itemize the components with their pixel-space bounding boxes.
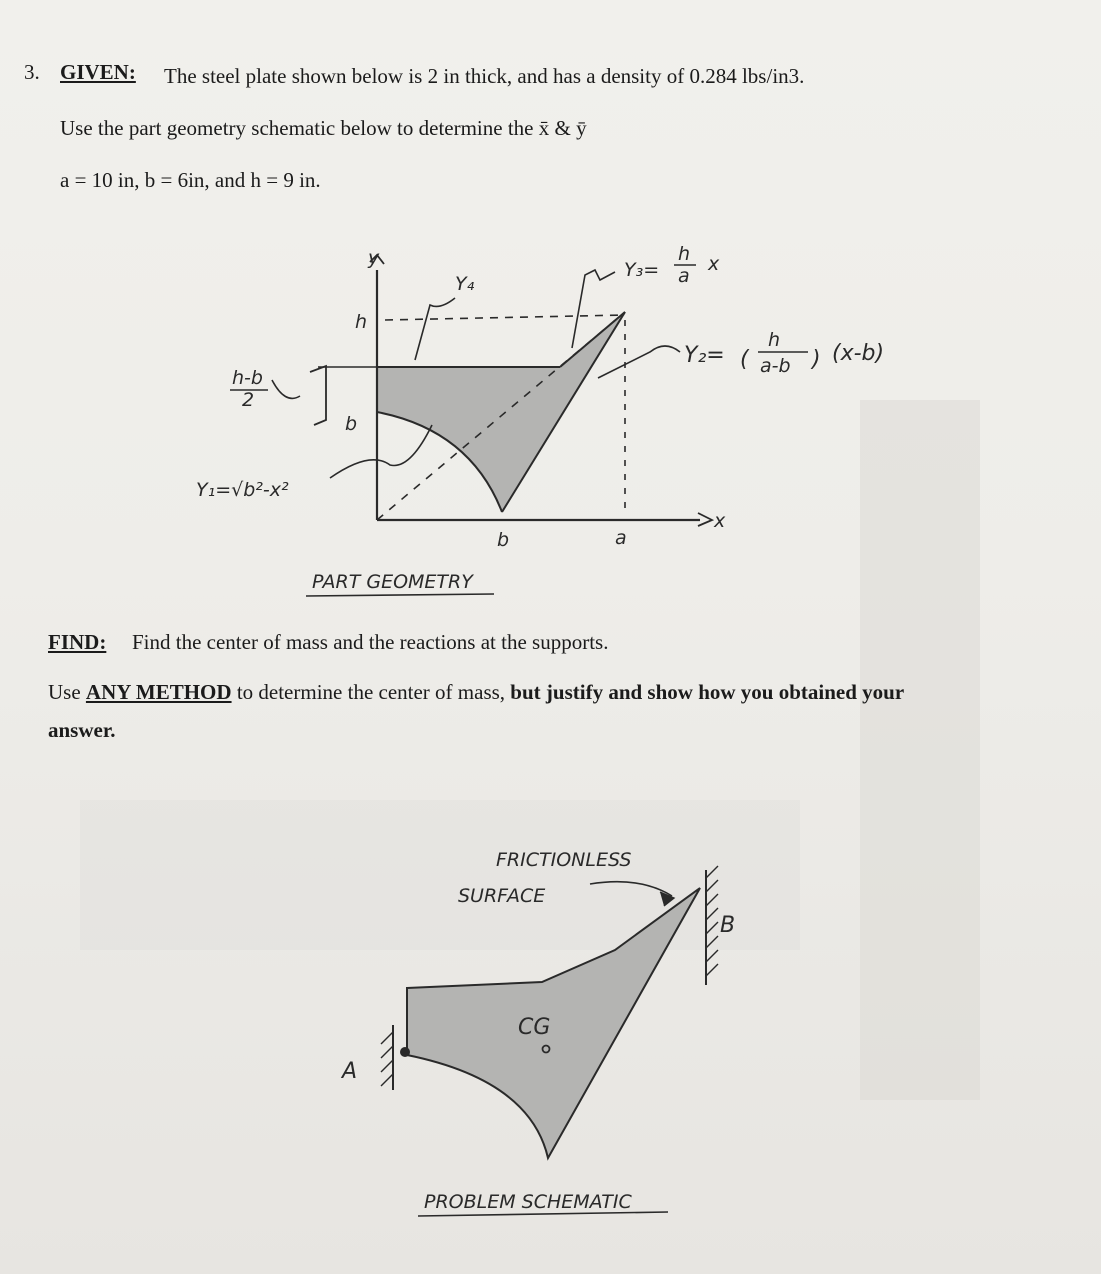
wall-a-hatching bbox=[381, 1032, 393, 1086]
surface-arrowhead bbox=[660, 892, 674, 906]
y2-pre: Y₂= bbox=[684, 343, 725, 368]
find-label: FIND: bbox=[48, 630, 107, 654]
find-text: Find the center of mass and the reactions at the supports. bbox=[132, 630, 609, 654]
b-axis-label: b bbox=[345, 413, 358, 435]
given-text: The steel plate shown below is 2 in thick, and has a density of 0.284 lbs/in3. bbox=[164, 64, 805, 88]
y2-frac-den: a-b bbox=[760, 355, 791, 377]
surface-label: SURFACE bbox=[458, 885, 546, 907]
support-b-label: B bbox=[720, 913, 736, 938]
cg-label: CG bbox=[518, 1015, 551, 1040]
method-bold: but justify and show how you obtained your bbox=[510, 680, 905, 704]
surface-arrow bbox=[590, 882, 672, 896]
y3-post: x bbox=[708, 253, 720, 275]
schematic-plate bbox=[407, 888, 700, 1158]
y1-equation: Y₁=√b²-x² bbox=[196, 479, 289, 501]
hb2-denominator: 2 bbox=[242, 389, 255, 411]
y-axis-label: y bbox=[368, 247, 380, 269]
h-label: h bbox=[355, 311, 368, 333]
support-a-label: A bbox=[342, 1059, 358, 1084]
method-end: answer. bbox=[48, 718, 116, 742]
a-label: a bbox=[615, 527, 627, 549]
parameters-text: a = 10 in, b = 6in, and h = 9 in. bbox=[60, 168, 321, 192]
wall-b-hatching bbox=[706, 866, 718, 976]
part-geometry-caption: PART GEOMETRY bbox=[312, 571, 473, 593]
y2-open-paren: ( bbox=[740, 347, 749, 372]
pin-a bbox=[400, 1047, 410, 1057]
y3-frac-num: h bbox=[678, 243, 691, 265]
instruction-text: Use the part geometry schematic below to determine the x̄ & ȳ bbox=[60, 116, 587, 140]
frictionless-label: FRICTIONLESS bbox=[496, 849, 632, 871]
method-emph: ANY METHOD bbox=[85, 680, 232, 704]
hb2-numerator: h-b bbox=[232, 367, 263, 389]
b-label: b bbox=[497, 529, 510, 551]
method-pre: Use bbox=[48, 680, 86, 704]
y4-label: Y₄ bbox=[455, 273, 475, 295]
y3-pre: Y₃= bbox=[624, 259, 660, 281]
y2-post: (x-b) bbox=[832, 341, 885, 366]
given-label: GIVEN: bbox=[60, 60, 136, 84]
y2-close-paren: ) bbox=[812, 347, 821, 372]
problem-number: 3. bbox=[24, 60, 40, 84]
method-mid: to determine the center of mass, bbox=[231, 680, 511, 704]
problem-schematic-caption: PROBLEM SCHEMATIC bbox=[424, 1191, 632, 1213]
y3-frac-den: a bbox=[678, 265, 690, 287]
x-axis-label: x bbox=[714, 510, 726, 532]
y2-frac-num: h bbox=[768, 329, 781, 351]
